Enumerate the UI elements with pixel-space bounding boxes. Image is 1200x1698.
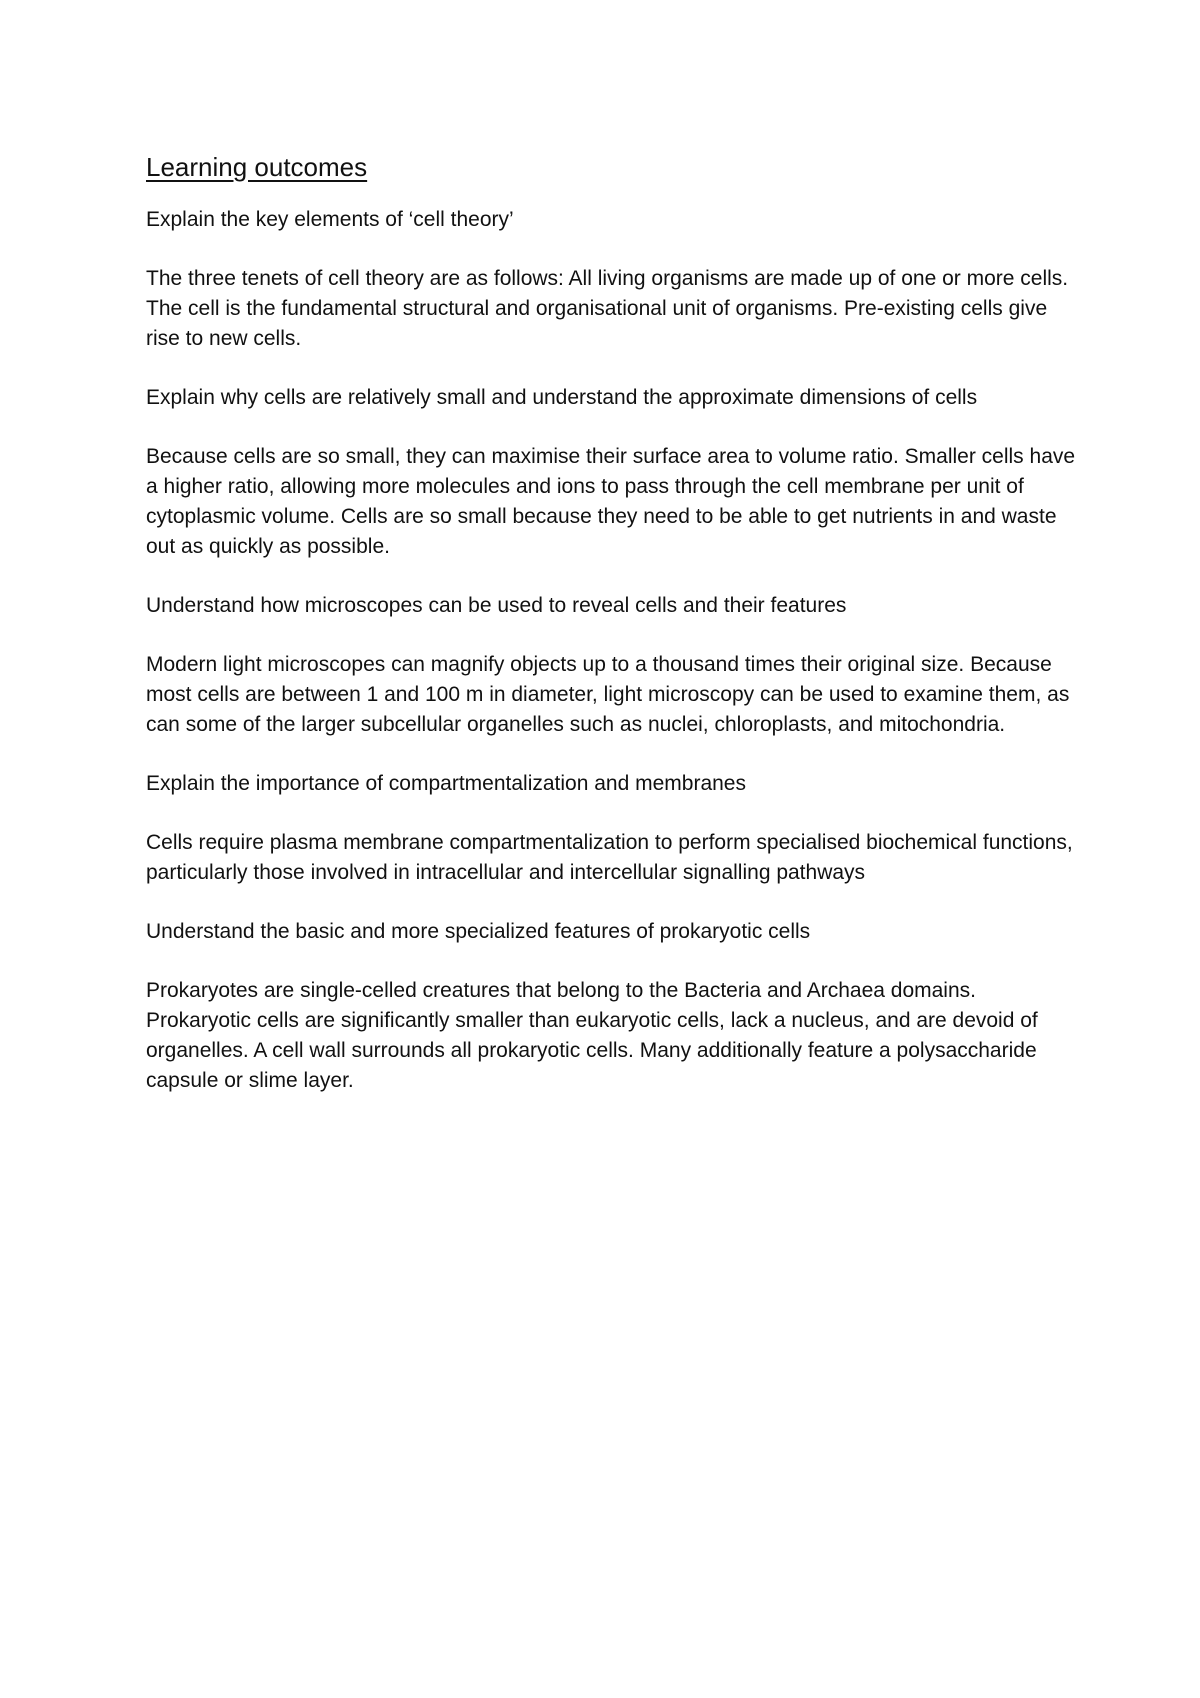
- section-heading: Explain why cells are relatively small and understand the approximate dimensions of cells: [146, 386, 978, 409]
- section-heading: Understand how microscopes can be used to reveal cells and their features: [146, 594, 847, 617]
- document-content: [146, 150, 1076, 1125]
- section-heading: Explain the importance of compartmentalization and membranes: [146, 772, 746, 795]
- section-body: Because cells are so small, they can maximise their surface area to volume ratio. Smaller cells have a higher ratio, allowing more molecules and ions to pass through the cell membrane per unit of cytoplasmic volume. Cells are so small because they need to be able to get nutrients in and waste out as quickly as possible.: [146, 445, 1076, 558]
- section-body: Modern light microscopes can magnify objects up to a thousand times their original size. Because most cells are between 1 and 100 m in diameter, light microscopy can be used to examine them, as can some of the larger subcellular organelles such as nuclei, chloroplasts, and mitochondria.: [146, 653, 1070, 736]
- section-body: The three tenets of cell theory are as follows: All living organisms are made up of one or more cells. The cell is the fundamental structural and organisational unit of organisms. Pre-existing cells give rise to new cells.: [146, 267, 1069, 350]
- section-heading: Explain the key elements of ‘cell theory’: [146, 208, 514, 231]
- section-body: Prokaryotes are single-celled creatures that belong to the Bacteria and Archaea domains. Prokaryotic cells are significantly smaller than eukaryotic cells, lack a nucleus, and are devoid of organelles. A cell wall surrounds all prokaryotic cells. Many additionally feature a polysaccharide capsule or slime layer.: [146, 979, 1038, 1092]
- section-heading: Understand the basic and more specialized features of prokaryotic cells: [146, 920, 811, 943]
- section-body: Cells require plasma membrane compartmentalization to perform specialised biochemical functions, particularly those involved in intracellular and intercellular signalling pathways: [146, 831, 1073, 884]
- document-title: Learning outcomes: [146, 152, 368, 182]
